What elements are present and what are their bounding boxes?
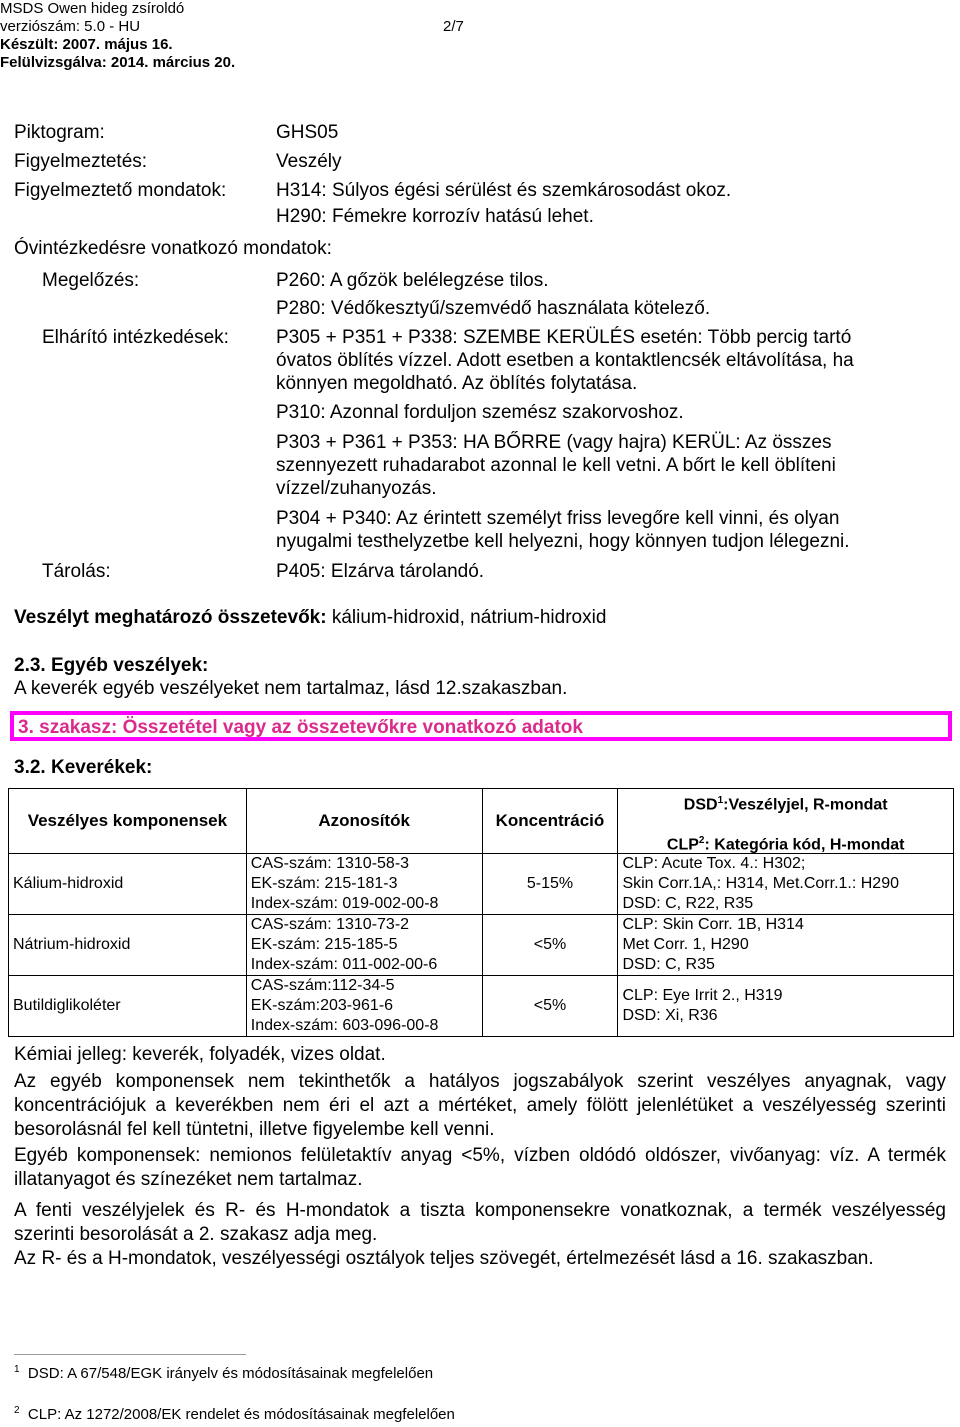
table-header-row <box>9 789 954 854</box>
response-p310: P310: Azonnal forduljon szemész szakorvoshoz. <box>276 402 684 423</box>
response-p305-line3: könnyen megoldható. Az öblítés folytatása. <box>276 373 638 394</box>
component-identifiers: CAS-szám: 1310-58-3 EK-szám: 215-181-3 Index-szám: 019-002-00-8 <box>246 854 482 915</box>
component-concentration: 5-15% <box>482 854 618 915</box>
paragraph-other-components: Az egyéb komponensek nem tekinthetők a hatályos jogszabályok szerint veszélyes anyagnak, vagy koncentrációjuk a keverékben nem éri el azt a mértéket, amely fölött jelenlétüket a veszélyesség szerinti besorolásnál fel kell tüntetni, illetve figyelembe kell venni. <box>14 1071 946 1140</box>
prevention-p260: P260: A gőzök belélegzése tilos. <box>276 270 549 291</box>
hazardous-components-value: kálium-hidroxid, nátrium-hidroxid <box>326 607 607 628</box>
storage-p405: P405: Elzárva tárolandó. <box>276 561 485 582</box>
header-concentration: Koncentráció <box>482 789 618 854</box>
hazardous-components <box>14 607 606 629</box>
component-identifiers: CAS-szám: 1310-73-2 EK-szám: 215-185-5 Index-szám: 011-002-00-6 <box>246 915 482 976</box>
component-name: Kálium-hidroxid <box>9 854 247 915</box>
header-version: verziószám: 5.0 - HU <box>0 18 141 35</box>
chemical-nature: Kémiai jelleg: keverék, folyadék, vizes oldat. <box>14 1044 386 1065</box>
prevention-p280: P280: Védőkesztyű/szemvédő használata kötelező. <box>276 298 711 319</box>
hazard-statement-h314: H314: Súlyos égési sérülést és szemkárosodást okoz. <box>276 180 732 201</box>
signal-word-label: Figyelmeztetés: <box>14 151 148 172</box>
component-identifiers: CAS-szám:112-34-5 EK-szám:203-961-6 Index-szám: 603-096-00-8 <box>246 976 482 1037</box>
section-3-title: 3. szakasz: Összetétel vagy az összetevőkre vonatkozó adatok <box>18 717 583 738</box>
response-label: Elhárító intézkedések: <box>42 327 229 348</box>
header-dsd: DSD$^1$:Veszélyjel, R-mondat <box>683 795 888 814</box>
response-p304-line2: nyugalmi testhelyzetbe kell helyezni, hogy könnyen tudjon lélegezni. <box>276 531 850 552</box>
table-row <box>9 976 954 1037</box>
response-p303-line1: P303 + P361 + P353: HA BŐRRE (vagy hajra) KERÜL: Az összes <box>276 432 832 453</box>
footnote-dsd: $^1$ DSD: A 67/548/EGK irányelv és módosításainak megfelelően <box>14 1364 434 1382</box>
hazardous-components-label: Veszélyt meghatározó összetevők: <box>14 607 327 628</box>
component-concentration: <5% <box>482 976 618 1037</box>
pictogram-value: GHS05 <box>276 122 339 143</box>
section-3-2-title: 3.2. Keverékek: <box>14 757 153 778</box>
signal-word-value: Veszély <box>276 151 342 172</box>
header-identifiers: Azonosítók <box>246 789 482 854</box>
component-concentration: <5% <box>482 915 618 976</box>
component-name: Butildiglikoléter <box>9 976 247 1037</box>
response-p303-line2: szennyezett ruhadarabot azonnal le kell vetni. A bőrt le kell öblíteni <box>276 455 836 476</box>
header-clp: CLP$^2$: Kategória kód, H-mondat <box>666 835 905 854</box>
response-p304-line1: P304 + P340: Az érintett személyt friss levegőre kell vinni, és olyan <box>276 508 840 529</box>
table-row <box>9 854 954 915</box>
precaution-title: Óvintézkedésre vonatkozó mondatok: <box>14 238 332 259</box>
component-classification: CLP: Acute Tox. 4.: H302; Skin Corr.1A,: H314, Met.Corr.1.: H290 DSD: C, R22, R35 <box>618 854 954 915</box>
header-revised: Felülvizsgálva: 2014. március 20. <box>0 54 236 71</box>
prevention-label: Megelőzés: <box>42 270 140 291</box>
component-classification: CLP: Skin Corr. 1B, H314 Met Corr. 1, H290 DSD: C, R35 <box>618 915 954 976</box>
paragraph-classification-note: A fenti veszélyjelek és R- és H-mondatok a tiszta komponensekre vonatkoznak, a termék veszélyesség szerinti besorolását a 2. szakasz adja meg. <box>14 1200 946 1245</box>
footnote-divider <box>14 1354 246 1355</box>
response-p303-line3: vízzel/zuhanyozás. <box>276 478 437 499</box>
component-classification: CLP: Eye Irrit 2., H319 DSD: Xi, R36 <box>618 976 954 1037</box>
header-components: Veszélyes komponensek <box>9 789 247 854</box>
table-row <box>9 915 954 976</box>
response-p305-line1: P305 + P351 + P338: SZEMBE KERÜLÉS esetén: Több percig tartó <box>276 327 852 348</box>
composition-table <box>8 788 954 1037</box>
paragraph-full-text-reference: Az R- és a H-mondatok, veszélyességi osztályok teljes szövegét, értelmezését lásd a 16. szakaszban. <box>14 1248 874 1269</box>
footnote-clp: $^2$ CLP: Az 1272/2008/EK rendelet és módosításainak megfelelően <box>14 1405 455 1423</box>
storage-label: Tárolás: <box>42 561 111 582</box>
header-created: Készült: 2007. május 16. <box>0 36 173 53</box>
pictogram-label: Piktogram: <box>14 122 105 143</box>
hazard-statements-label: Figyelmeztető mondatok: <box>14 180 227 201</box>
paragraph-other-ingredients: Egyéb komponensek: nemionos felületaktív anyag <5%, vízben oldódó oldószer, vivőanyag: víz. A termék illatanyagot és színezéket nem tartalmaz. <box>14 1145 946 1190</box>
component-name: Nátrium-hidroxid <box>9 915 247 976</box>
response-p305-line2: óvatos öblítés vízzel. Adott esetben a kontaktlencsék eltávolítása, ha <box>276 350 854 371</box>
header-classification <box>618 789 954 854</box>
hazard-statement-h290: H290: Fémekre korrozív hatású lehet. <box>276 206 594 227</box>
section-3-heading-box <box>10 711 952 741</box>
header-doc-title: MSDS Owen hideg zsíroldó <box>0 0 185 17</box>
section-2-3-title: 2.3. Egyéb veszélyek: <box>14 655 209 676</box>
header-page-number: 2/7 <box>443 18 464 35</box>
section-2-3-text: A keverék egyéb veszélyeket nem tartalmaz, lásd 12.szakaszban. <box>14 678 568 699</box>
